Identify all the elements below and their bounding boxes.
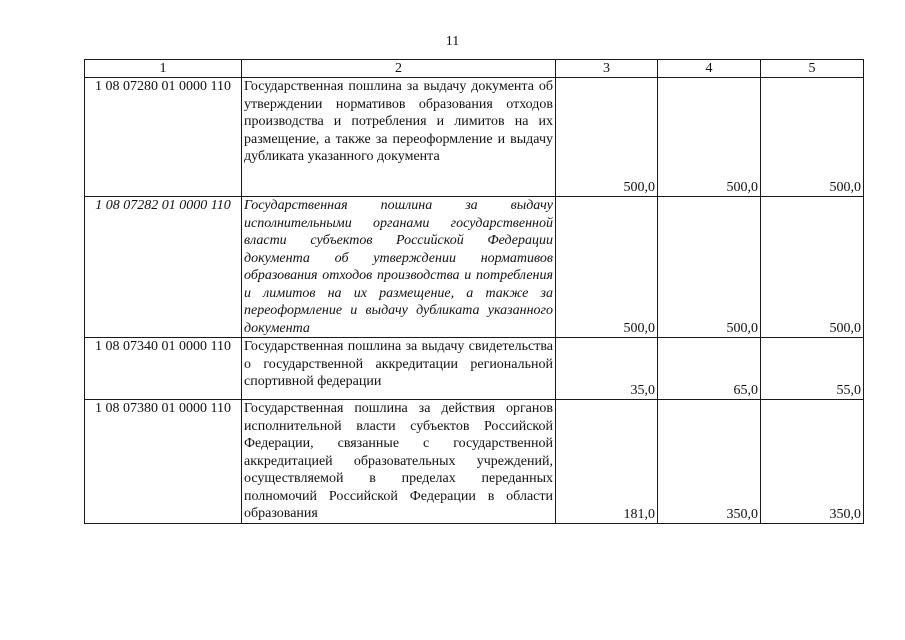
table-row [85, 400, 864, 524]
row-value-col3: 500,0 [556, 197, 658, 338]
row-value-col5: 350,0 [761, 400, 864, 524]
row-description: Государственная пошлина за выдачу документа об утверждении нормативов образования отходов производства и потребления и лимитов на их размещение, а также за переоформление и выдачу дубликата указанного документа [242, 78, 556, 197]
row-code: 1 08 07380 01 0000 110 [85, 400, 242, 524]
table-row [85, 197, 864, 338]
row-value-col4: 350,0 [658, 400, 761, 524]
row-description: Государственная пошлина за выдачу исполнительными органами государственной власти субъектов Российской Федерации документа об утверждении нормативов образования отходов производства и потребления и лимитов на их размещение, а также за переоформление и выдачу дубликата указанного документа [242, 197, 556, 338]
fees-table [84, 59, 864, 524]
row-code: 1 08 07282 01 0000 110 [85, 197, 242, 338]
row-value-col5: 500,0 [761, 78, 864, 197]
row-value-col3: 35,0 [556, 338, 658, 400]
table-row [85, 78, 864, 197]
header-col-4: 4 [658, 60, 761, 78]
header-col-3: 3 [556, 60, 658, 78]
row-value-col5: 55,0 [761, 338, 864, 400]
row-value-col3: 500,0 [556, 78, 658, 197]
table-body [85, 78, 864, 524]
header-col-2: 2 [242, 60, 556, 78]
table-row [85, 338, 864, 400]
row-description: Государственная пошлина за выдачу свидетельства о государственной аккредитации региональной спортивной федерации [242, 338, 556, 400]
row-value-col5: 500,0 [761, 197, 864, 338]
header-col-1: 1 [85, 60, 242, 78]
page-number: 11 [445, 34, 460, 49]
row-value-col4: 500,0 [658, 197, 761, 338]
row-description: Государственная пошлина за действия органов исполнительной власти субъектов Российской Федерации, связанные с государственной аккредитацией образовательных учреждений, осуществляемой в пределах переданных полномочий Российской Федерации в области образования [242, 400, 556, 524]
header-row [85, 60, 864, 78]
row-code: 1 08 07280 01 0000 110 [85, 78, 242, 197]
row-value-col3: 181,0 [556, 400, 658, 524]
row-value-col4: 500,0 [658, 78, 761, 197]
table-header [85, 60, 864, 78]
header-col-5: 5 [761, 60, 864, 78]
row-value-col4: 65,0 [658, 338, 761, 400]
row-code: 1 08 07340 01 0000 110 [85, 338, 242, 400]
